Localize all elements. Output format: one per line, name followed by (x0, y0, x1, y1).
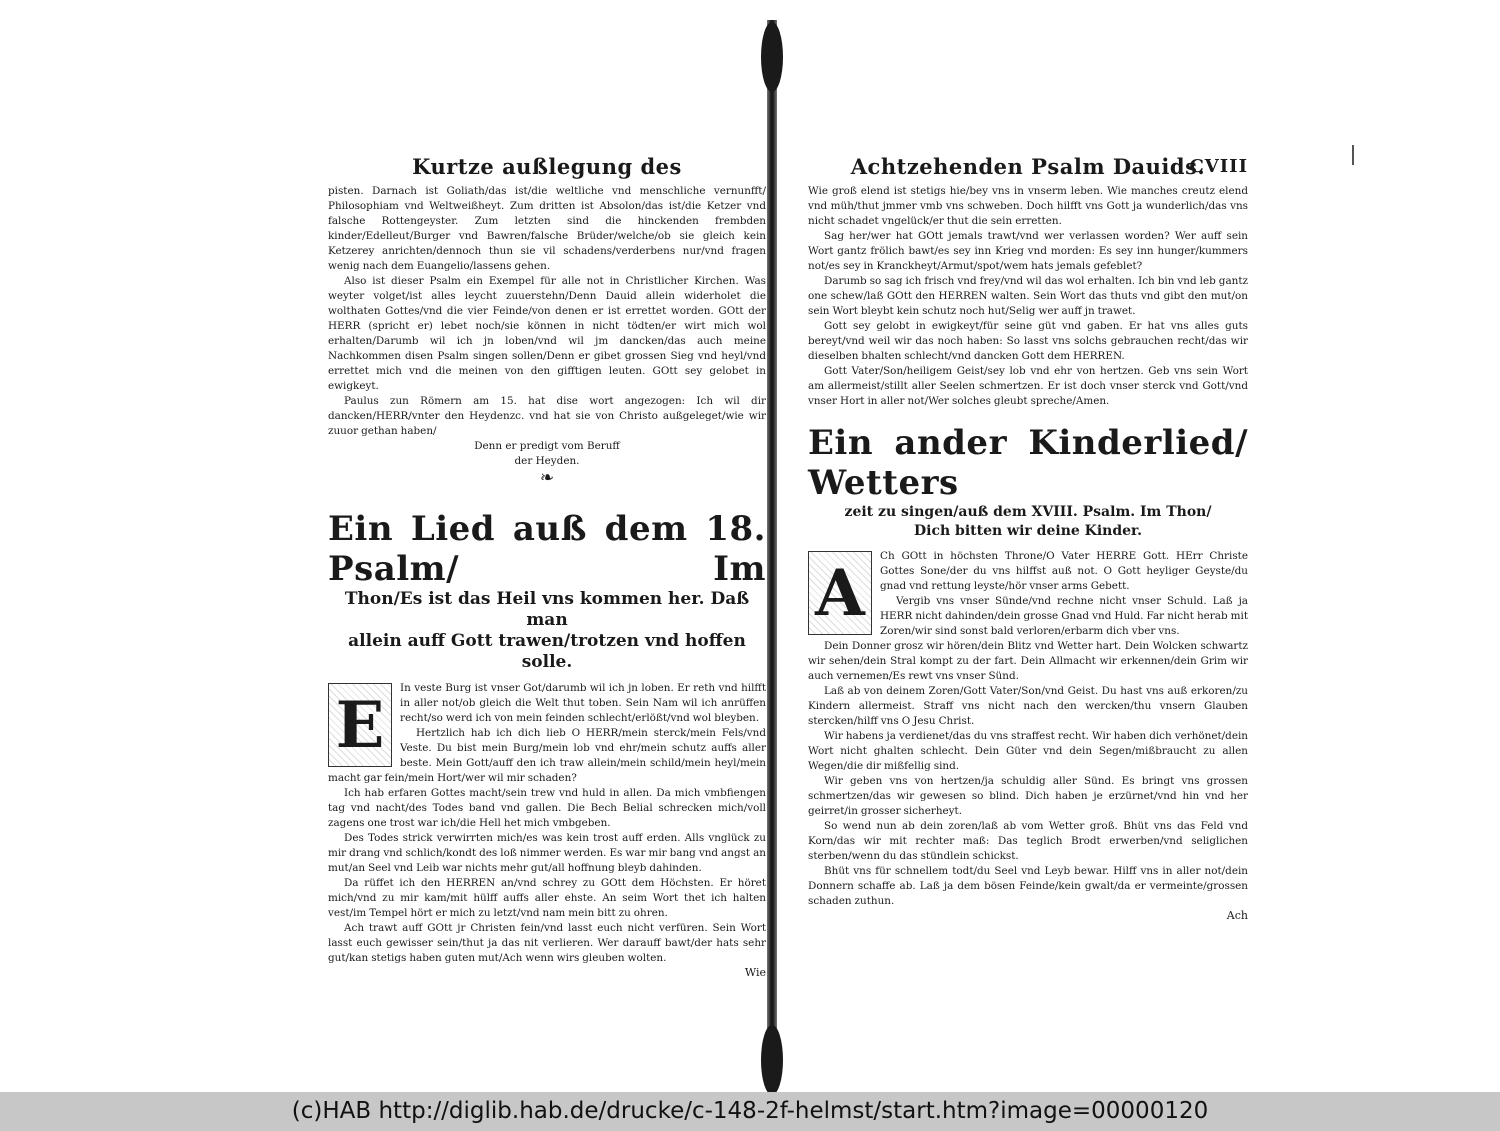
verse: Bhüt vns für schnellem todt/du Seel vnd Leyb bewar. Hilff vns in aller not/dein Donnern schaffe ab. Laß ja dem bösen Feinde/kein gwalt/da er vermeinte/grossen schaden zuthun. (808, 865, 1248, 907)
running-header: Kurtze außlegung des (412, 154, 682, 179)
verse: Dein Donner grosz wir hören/dein Blitz vnd Wetter hart. Dein Wolcken schwartz wir sehen/dein Stral kompt zu der fart. Dein Allmacht wir erkennen/dein Grim wir auch vernemen/Es rewt vns vnser Sünd. (808, 640, 1248, 682)
paragraph: Gott Vater/Son/heiligem Geist/sey lob vnd ehr von hertzen. Geb vns sein Wort am allermeist/stillt aller Seelen schmertzen. Er ist doch vnser sterck vnd Gott/vnd vnser Hort in aller not/Wer solches gleubt spreche/Amen. (808, 365, 1248, 407)
folio-number: CVIII (1189, 156, 1248, 177)
verses (328, 681, 766, 980)
verse: Wir habens ja verdienet/das du vns straffest recht. Wir haben dich verhönet/dein Wort nicht ghalten schlecht. Dein Güter vnd dein Segen/mißbraucht zu allen Wegen/die dir mißfellig sind. (808, 730, 1248, 772)
song-subtitle: allein auff Gott trawen/trotzen vnd hoffen solle. (348, 631, 746, 672)
verse: Ich hab erfaren Gottes macht/sein trew vnd huld in allen. Da mich vmbfiengen tag vnd nacht/des Todes band vnd gallen. Die Bech Belial schrecken mich/voll zagens one trost war ich/die Hell het mich vmbgeben. (328, 787, 766, 829)
centered-line: der Heyden. (514, 455, 580, 467)
verse: Des Todes strick verwirrten mich/es was kein trost auff erden. Alls vnglück zu mir drang vnd schlich/kondt des loß nimmer werden. Es war mir bang vnd angst an mut/an Seel vnd Leib war nichts mehr gut/all hoffnung bleyb dahinden. (328, 832, 766, 874)
song-subtitle: Thon/Es ist das Heil vns kommen her. Daß man (344, 589, 750, 630)
verse: So wend nun ab dein zoren/laß ab vom Wetter groß. Bhüt vns das Feld vnd Korn/das wir mit rechter maß: Das teglich Brodt erwerben/vnd seliglichen sterben/wenn du das stündlein schickst. (808, 820, 1248, 862)
paragraph: Wie groß elend ist stetigs hie/bey vns in vnserm leben. Wie manches creutz elend vnd müh/thut jmmer vmb vns schweben. Doch hilfft vns Gott ja wunderlich/das vns nicht schadet vngelück/er thut die sein erretten. (808, 185, 1248, 227)
verse: Wir geben vns von hertzen/ja schuldig aller Sünd. Es bringt vns grossen schmertzen/das wir gewesen so blind. Dich haben je erzürnet/vnd hin vnd her geirret/in grosser sicherheyt. (808, 775, 1248, 817)
paragraph: Darumb so sag ich frisch vnd frey/vnd wil das wol erhalten. Ich bin vnd leb gantz one schew/laß GOtt den HERREN walten. Sein Wort das thuts vnd gibt den mut/on sein Wort bleybt kein schutz noch hut/Selig wer auff jn trawet. (808, 275, 1248, 317)
catchword: Wie (744, 966, 766, 979)
verse: Vergib vns vnser Sünde/vnd rechne nicht vnser Schuld. Laß ja HERR nicht dahinden/dein grosse Gnad vnd Huld. Far nicht herab mit Zoren/wir sind sonst bald verloren/erbarm dich vber vns. (880, 595, 1248, 637)
copyright-footer: (c)HAB http://diglib.hab.de/drucke/c-148-2f-helmst/start.htm?image=00000120 (0, 1092, 1500, 1131)
song-subtitle: zeit zu singen/auß dem XVIII. Psalm. Im Thon/ (844, 504, 1212, 520)
verse: Da rüffet ich den HERREN an/vnd schrey zu GOtt dem Höchsten. Er höret mich/vnd zu mir kam/mit hülff auffs aller ehste. An seim Wort thet ich halten vest/im Tempel hört er mich zu letzt/vnd nam mein bitt zu ohren. (328, 877, 766, 919)
song-subtitle: Dich bitten wir deine Kinder. (914, 523, 1142, 539)
right-page (808, 150, 1248, 923)
fleuron-ornament: ❧ (539, 468, 555, 488)
paragraph: pisten. Darnach ist Goliath/das ist/die weltliche vnd menschliche vernunfft/ Philosophiam vnd Weltweißheyt. Zum dritten ist Absolon/das ist/die Ketzer vnd falsche Rottengeyster. Zum letzten sind die hinckenden frembden kinder/Edelleut/Burger vnd Bawren/falsche Brüder/welche/ob sie gleich kein Ketzerey anrichten/dennoch thun sie vil schadens/verderbens nur/vnd fragen wenig nach dem Euangelio/lassens gehen. (328, 185, 766, 272)
paragraph: Paulus zun Römern am 15. hat dise wort angezogen: Ich wil dir dancken/HERR/vnter den Heydenzc. vnd hat sie von Christo außgeleget/wie wir zuuor gethan haben/ (328, 395, 766, 437)
decorated-initial: A (808, 551, 872, 635)
song-title: Ein Lied auß dem 18. Psalm/ Im (328, 509, 766, 589)
gutter-shadow-top (761, 22, 783, 92)
verses (808, 549, 1248, 923)
header-title: Achtzehenden Psalm Dauids. (850, 154, 1206, 179)
verse: Hertzlich hab ich dich lieb O HERR/mein sterck/mein Fels/vnd Veste. Du bist mein Burg/mein lob vnd ehr/mein schutz auffs aller beste. Mein Gott/auff den ich traw allein/mein schild/mein heyl/mein macht gar fein/mein Hort/wer wil mir schaden? (328, 727, 766, 784)
song-title: Ein ander Kinderlied/ Wetters (808, 423, 1248, 503)
paragraph: Sag her/wer hat GOtt jemals trawt/vnd wer verlassen worden? Wer auff sein Wort gantz frölich bawt/es sey inn Krieg vnd morden: Es sey inn hunger/kummers not/es sey in Kranckheyt/Armut/spot/wem hats jemals gefeblet? (808, 230, 1248, 272)
catchword: Ach (1226, 909, 1248, 922)
running-header (808, 150, 1248, 184)
paragraph: Also ist dieser Psalm ein Exempel für alle not in Christlicher Kirchen. Was weyter volget/ist alles leycht zuuerstehn/Denn Dauid allein widerholet die wolthaten Gottes/vnd die vier Feinde/von denen er ist errettet worden. GOtt der HERR (spricht er) lebet noch/sie können in nicht tödten/er wirt mich wol erhalten/Darumb wil ich jn loben/vnd wil jm dancken/das auch meine Nachkommen disen Psalm singen sollen/Denn er gibet grossen Sieg vnd heyl/vnd errettet mich vnd die meinen von den gifftigen leuten. GOtt sey gelobet in ewigkeyt. (328, 275, 766, 392)
left-page (328, 150, 766, 980)
verse: Ch GOtt in höchsten Throne/O Vater HERRE Gott. HErr Christe Gottes Sone/der du vns hilffst auß not. O Gott heyliger Geyste/du gnad vnd rettung leyste/hör vnser arms Gebett. (880, 550, 1248, 592)
gutter-shadow-bottom (761, 1025, 783, 1095)
decorated-initial: E (328, 683, 392, 767)
page-edge-mark (1352, 145, 1354, 165)
centered-line: Denn er predigt vom Beruff (474, 440, 620, 452)
book-gutter (767, 20, 777, 1090)
verse: Laß ab von deinem Zoren/Gott Vater/Son/vnd Geist. Du hast vns auß erkoren/zu Kindern allermeist. Straff vns nicht nach den wercken/thu vnsern Glauben stercken/hilff vns O Jesu Christ. (808, 685, 1248, 727)
verse: In veste Burg ist vnser Got/darumb wil ich jn loben. Er reth vnd hilfft in aller not/ob gleich die Welt thut toben. Sein Nam wil ich anrüffen recht/so werd ich von mein feinden schlecht/erlößt/vnd wol bleyben. (400, 682, 766, 724)
paragraph: Gott sey gelobt in ewigkeyt/für seine güt vnd gaben. Er hat vns alles guts bereyt/vnd weil wir das noch haben: So lasst vns solchs gebrauchen recht/das wir dieselben bhalten schlecht/vnd dancken Gott dem HERREN. (808, 320, 1248, 362)
verse: Ach trawt auff GOtt jr Christen fein/vnd lasst euch nicht verfüren. Sein Wort lasst euch gewisser sein/thut ja das nit verlieren. Wer darauff bawt/der hats sehr gut/kan stetigs haben guten mut/Ach wenn wirs gleuben wolten. (328, 922, 766, 964)
